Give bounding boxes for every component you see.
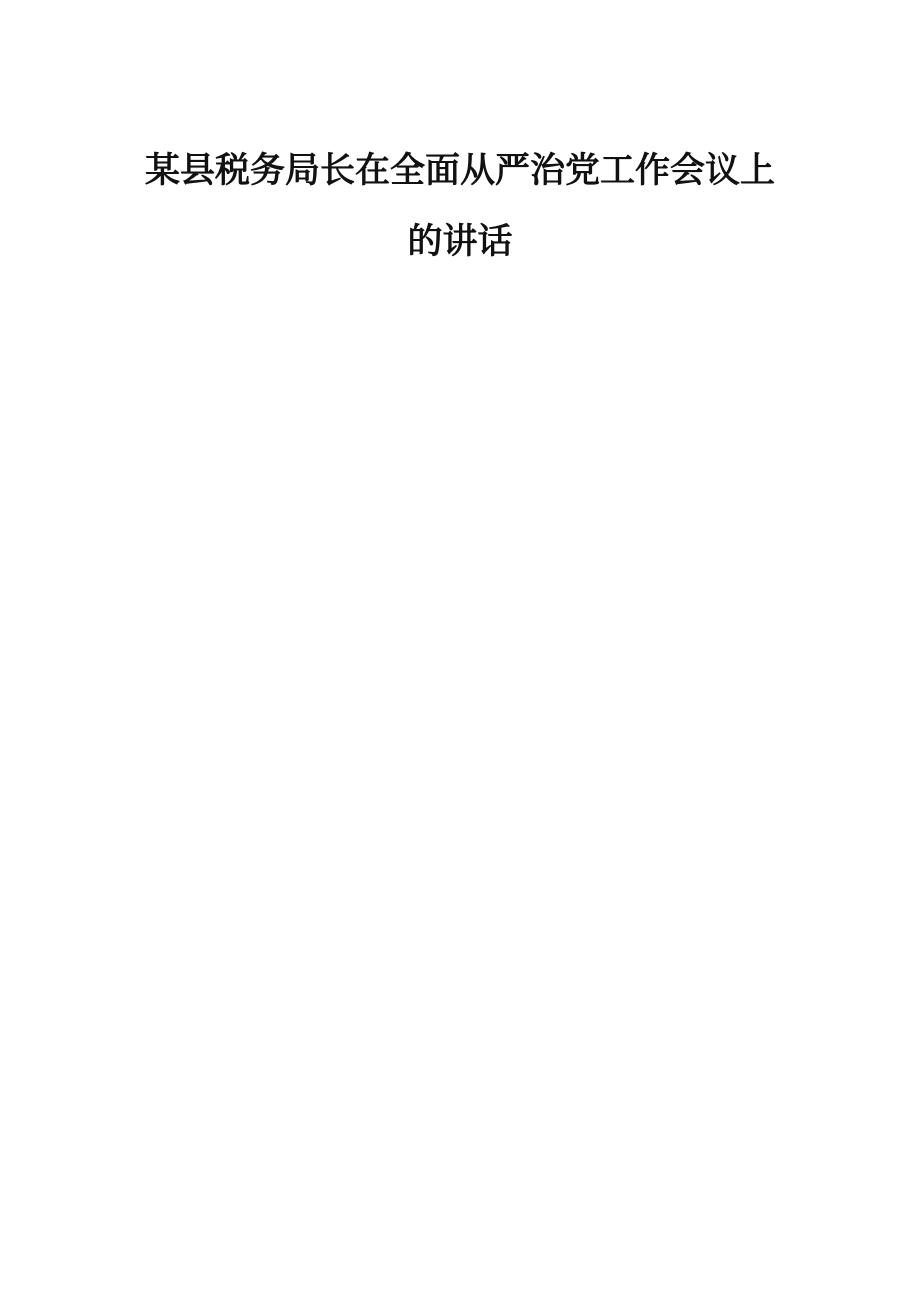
document-title-line-1: 某县税务局长在全面从严治党工作会议上	[144, 151, 775, 191]
document-title-line-2: 的讲话	[407, 222, 513, 262]
